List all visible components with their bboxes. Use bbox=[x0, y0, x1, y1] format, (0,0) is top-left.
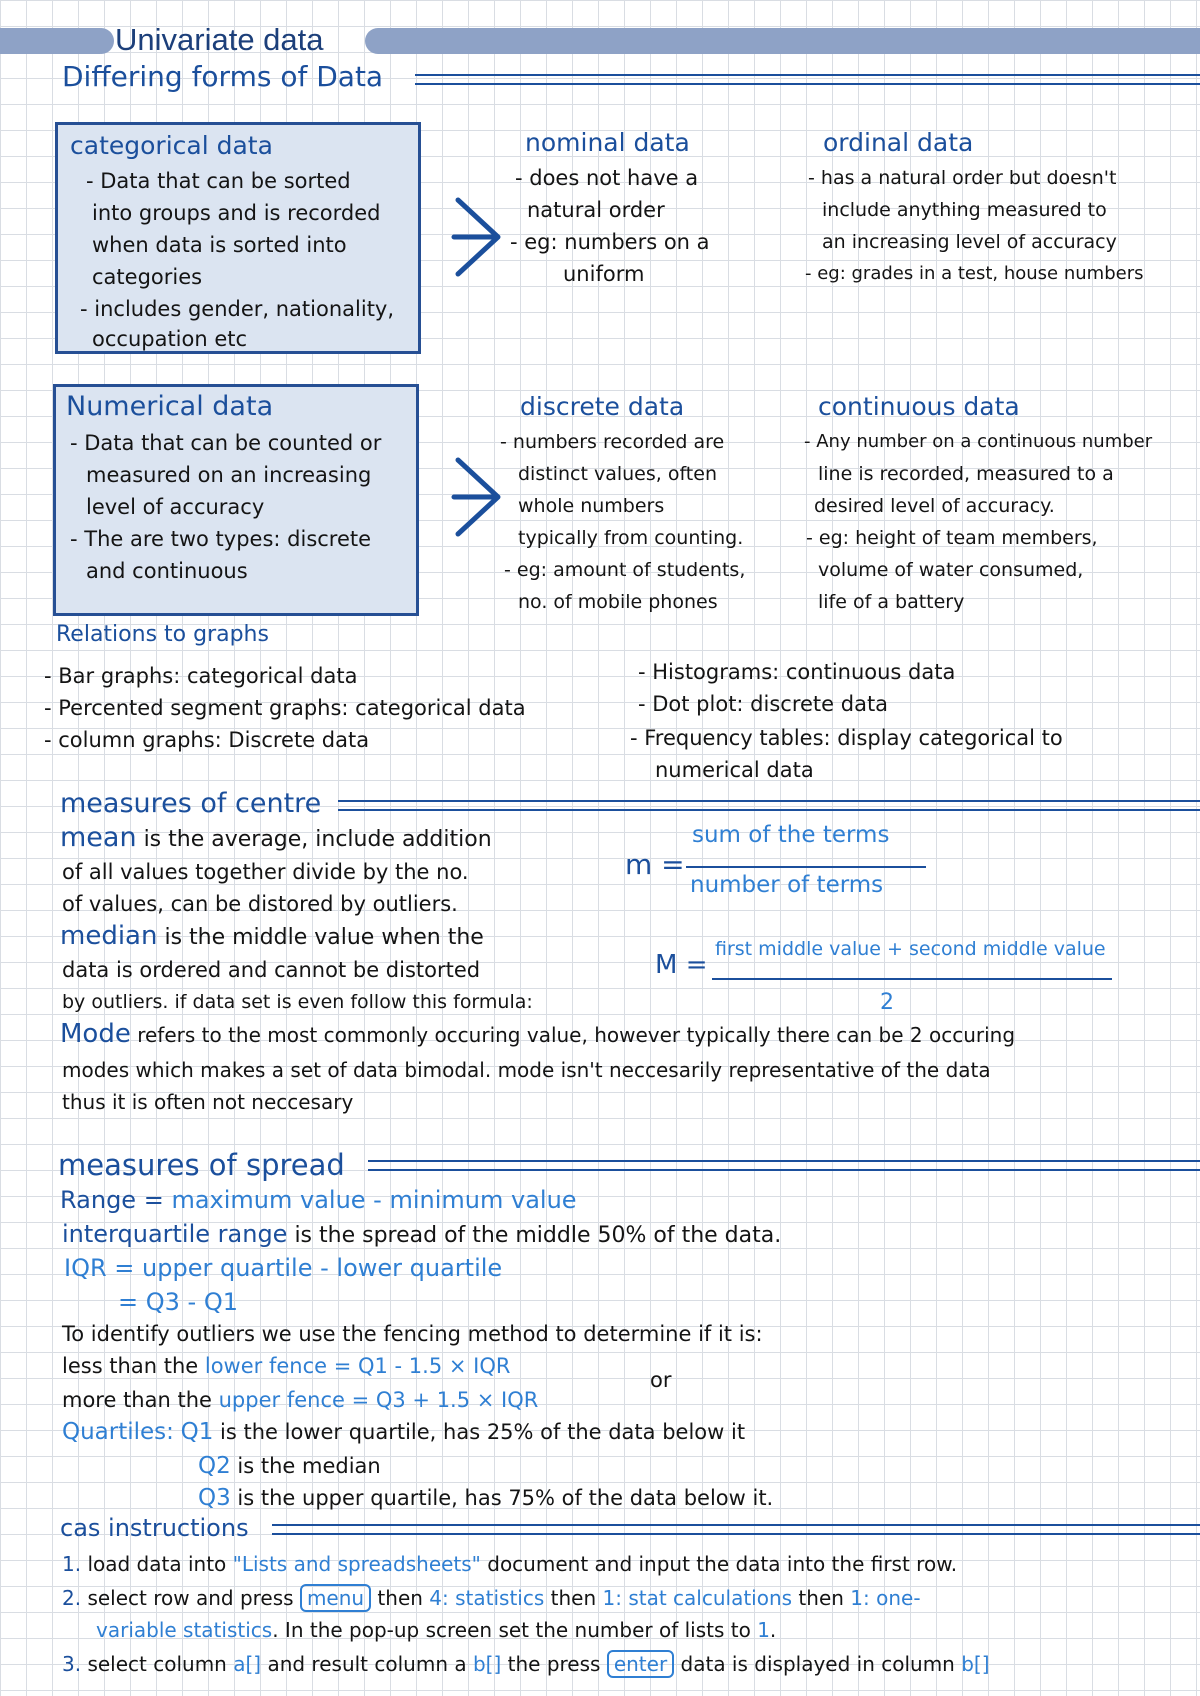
categorical-box bbox=[55, 122, 421, 354]
cas-step-1-text: load data into bbox=[81, 1552, 233, 1576]
cas-step-3 bbox=[62, 1648, 990, 1680]
categorical-line: when data is sorted into bbox=[92, 233, 347, 257]
median-formula-denominator: 2 bbox=[880, 990, 894, 1015]
q1-symbol: Q1 bbox=[180, 1419, 214, 1445]
arrow-right-icon bbox=[450, 192, 510, 282]
ordinal-line: - eg: grades in a test, house numbers bbox=[805, 263, 1144, 284]
graphs-right-line: numerical data bbox=[655, 758, 814, 782]
graphs-right-line: - Histograms: continuous data bbox=[638, 660, 956, 684]
mode-word: Mode bbox=[60, 1019, 131, 1049]
cas-step-2-then: then bbox=[544, 1586, 603, 1610]
q2-symbol: Q2 bbox=[198, 1453, 231, 1479]
quartiles-label: Quartiles: bbox=[62, 1419, 174, 1445]
continuous-line: volume of water consumed, bbox=[818, 559, 1084, 581]
iqr-label: interquartile range bbox=[62, 1220, 288, 1248]
upper-fence-formula: upper fence = Q3 + 1.5 × IQR bbox=[218, 1388, 539, 1412]
cas-step-3-result-text: and result column a bbox=[261, 1652, 473, 1676]
graphs-title: Relations to graphs bbox=[56, 622, 269, 647]
title-band-right bbox=[378, 28, 1200, 54]
q2-text: is the median bbox=[230, 1454, 381, 1478]
mean-text: is the average, include addition bbox=[136, 827, 492, 852]
page-title: Univariate data bbox=[115, 22, 324, 57]
numerical-box bbox=[53, 384, 419, 616]
iqr-description: is the spread of the middle 50% of the data. bbox=[287, 1223, 782, 1248]
discrete-line: no. of mobile phones bbox=[518, 591, 718, 613]
iqr-formula: IQR = upper quartile - lower quartile bbox=[64, 1254, 503, 1282]
continuous-line: - Any number on a continuous number bbox=[804, 431, 1153, 452]
mode-line: modes which makes a set of data bimodal. mode isn't neccesarily representative of the data bbox=[62, 1058, 991, 1082]
cas-step-3-display-text: data is displayed in column bbox=[674, 1652, 962, 1676]
cas-step-1-document: "Lists and spreadsheets" bbox=[232, 1552, 481, 1576]
cas-step-2-popup-text: . In the pop-up screen set the number of lists to bbox=[272, 1618, 758, 1642]
section-rule-forms bbox=[415, 74, 1200, 85]
lower-fence-line bbox=[62, 1350, 510, 1382]
cas-step-3-text: select column bbox=[81, 1652, 234, 1676]
less-than-text: less than the bbox=[62, 1354, 199, 1378]
lower-fence-formula: lower fence = Q1 - 1.5 × IQR bbox=[204, 1354, 511, 1378]
mean-line: of values, can be distored by outliers. bbox=[62, 892, 458, 916]
numerical-title: Numerical data bbox=[66, 391, 274, 422]
numerical-line: - The are two types: discrete bbox=[70, 527, 372, 551]
cas-step-3-column-b: b[] bbox=[472, 1652, 502, 1676]
quartile-q3-line bbox=[198, 1482, 773, 1514]
mode-text: refers to the most commonly occuring value, however typically there can be 2 occuring bbox=[130, 1023, 1016, 1047]
mean-definition bbox=[60, 822, 492, 856]
enter-key: enter bbox=[607, 1650, 674, 1678]
ordinal-line: - has a natural order but doesn't bbox=[808, 167, 1117, 189]
arrow-right-icon bbox=[450, 452, 510, 542]
mean-formula-lhs: m = bbox=[625, 848, 685, 881]
ordinal-title: ordinal data bbox=[823, 128, 974, 157]
cas-step-2-one: 1: one- bbox=[850, 1586, 921, 1610]
outliers-text: To identify outliers we use the fencing method to determine if it is: bbox=[62, 1322, 763, 1346]
quartile-q2-line bbox=[198, 1450, 381, 1482]
discrete-line: whole numbers bbox=[518, 495, 665, 517]
categorical-line: occupation etc bbox=[92, 327, 248, 351]
discrete-title: discrete data bbox=[520, 392, 685, 421]
cas-step-2-text: select row and press bbox=[81, 1586, 300, 1610]
median-definition bbox=[60, 920, 484, 954]
q3-text: is the upper quartile, has 75% of the data below it. bbox=[230, 1486, 774, 1510]
continuous-line: desired level of accuracy. bbox=[814, 495, 1055, 517]
range-definition bbox=[60, 1184, 577, 1216]
cas-step-2-number: 2. bbox=[62, 1586, 82, 1610]
cas-step-3-number: 3. bbox=[62, 1652, 82, 1676]
upper-fence-line bbox=[62, 1384, 538, 1416]
cas-step-2-then: then bbox=[371, 1586, 430, 1610]
categorical-line: - includes gender, nationality, bbox=[80, 297, 395, 321]
categorical-line: into groups and is recorded bbox=[92, 201, 381, 225]
graphs-left-line: - column graphs: Discrete data bbox=[44, 728, 370, 752]
cas-step-2-period: . bbox=[769, 1618, 777, 1642]
q3-symbol: Q3 bbox=[198, 1485, 231, 1511]
range-label: Range = bbox=[60, 1186, 164, 1214]
title-band-left bbox=[0, 28, 100, 54]
ordinal-line: include anything measured to bbox=[822, 199, 1107, 221]
categorical-line: categories bbox=[92, 265, 203, 289]
cas-step-1-text-end: document and input the data into the first row. bbox=[480, 1552, 958, 1576]
continuous-title: continuous data bbox=[818, 392, 1020, 421]
median-word: median bbox=[60, 921, 158, 951]
mode-line: thus it is often not neccesary bbox=[62, 1090, 354, 1114]
section-rule-cas bbox=[272, 1524, 1200, 1535]
cas-step-2 bbox=[62, 1582, 921, 1614]
numerical-line: and continuous bbox=[86, 559, 248, 583]
cas-step-3-column-a: a[] bbox=[233, 1652, 262, 1676]
mean-formula-denominator: number of terms bbox=[690, 872, 884, 898]
graphs-right-line: - Frequency tables: display categorical to bbox=[630, 726, 1063, 750]
ordinal-line: an increasing level of accuracy bbox=[822, 231, 1117, 253]
graphs-left-line: - Percented segment graphs: categorical data bbox=[44, 696, 526, 720]
graphs-left-line: - Bar graphs: categorical data bbox=[44, 664, 358, 688]
quartile-q1-line bbox=[62, 1416, 745, 1448]
median-line: by outliers. if data set is even follow this formula: bbox=[62, 991, 533, 1013]
q1-text: is the lower quartile, has 25% of the data below it bbox=[213, 1420, 746, 1444]
discrete-line: typically from counting. bbox=[518, 527, 744, 549]
discrete-line: distinct values, often bbox=[518, 463, 717, 485]
cas-step-3-press-text: the press bbox=[501, 1652, 607, 1676]
nominal-line: - does not have a bbox=[515, 166, 699, 190]
more-than-text: more than the bbox=[62, 1388, 212, 1412]
cas-step-2-variable-statistics: variable statistics bbox=[96, 1618, 273, 1642]
continuous-line: life of a battery bbox=[818, 591, 965, 613]
section-rule-spread bbox=[368, 1160, 1200, 1171]
nominal-line: natural order bbox=[527, 198, 665, 222]
median-formula-bar bbox=[712, 978, 1112, 980]
median-line: data is ordered and cannot be distorted bbox=[62, 958, 481, 982]
section-heading-centre: measures of centre bbox=[60, 788, 322, 819]
cas-step-2-statistics: 4: statistics bbox=[429, 1586, 545, 1610]
nominal-line: - eg: numbers on a bbox=[510, 230, 710, 254]
numerical-line: - Data that can be counted or bbox=[70, 431, 382, 455]
numerical-line: level of accuracy bbox=[86, 495, 265, 519]
numerical-line: measured on an increasing bbox=[86, 463, 372, 487]
cas-step-2-cont bbox=[96, 1614, 776, 1646]
section-rule-centre bbox=[338, 800, 1200, 811]
mean-word: mean bbox=[60, 822, 137, 853]
iqr-formula-q: = Q3 - Q1 bbox=[118, 1288, 238, 1316]
mean-formula-bar bbox=[686, 866, 926, 868]
discrete-line: - eg: amount of students, bbox=[504, 559, 746, 581]
section-heading-spread: measures of spread bbox=[58, 1148, 345, 1182]
median-text: is the middle value when the bbox=[157, 925, 484, 950]
iqr-definition bbox=[62, 1218, 781, 1252]
continuous-line: - eg: height of team members, bbox=[806, 527, 1098, 549]
mean-line: of all values together divide by the no. bbox=[62, 860, 469, 884]
continuous-line: line is recorded, measured to a bbox=[818, 463, 1114, 485]
cas-step-3-column-b-end: b[] bbox=[961, 1652, 990, 1676]
mode-definition bbox=[60, 1018, 1015, 1051]
median-formula-lhs: M = bbox=[655, 950, 708, 980]
menu-key: menu bbox=[300, 1584, 371, 1612]
cas-step-1 bbox=[62, 1548, 957, 1580]
section-heading-forms: Differing forms of Data bbox=[62, 60, 384, 93]
graphs-right-line: - Dot plot: discrete data bbox=[638, 692, 889, 716]
or-text: or bbox=[650, 1368, 672, 1392]
range-formula: maximum value - minimum value bbox=[163, 1186, 577, 1214]
title-band-left-cap bbox=[88, 28, 114, 54]
discrete-line: - numbers recorded are bbox=[500, 431, 725, 453]
cas-step-2-stat-calculations: 1: stat calculations bbox=[602, 1586, 793, 1610]
categorical-title: categorical data bbox=[70, 131, 273, 160]
cas-step-1-number: 1. bbox=[62, 1552, 82, 1576]
categorical-line: - Data that can be sorted bbox=[86, 169, 351, 193]
median-formula-numerator: first middle value + second middle value bbox=[715, 938, 1106, 960]
cas-step-2-then: then bbox=[792, 1586, 851, 1610]
nominal-line: uniform bbox=[563, 262, 645, 286]
mean-formula-numerator: sum of the terms bbox=[692, 822, 890, 848]
nominal-title: nominal data bbox=[525, 128, 690, 157]
section-heading-cas: cas instructions bbox=[60, 1514, 249, 1542]
cas-step-2-lists-count: 1 bbox=[757, 1618, 770, 1642]
